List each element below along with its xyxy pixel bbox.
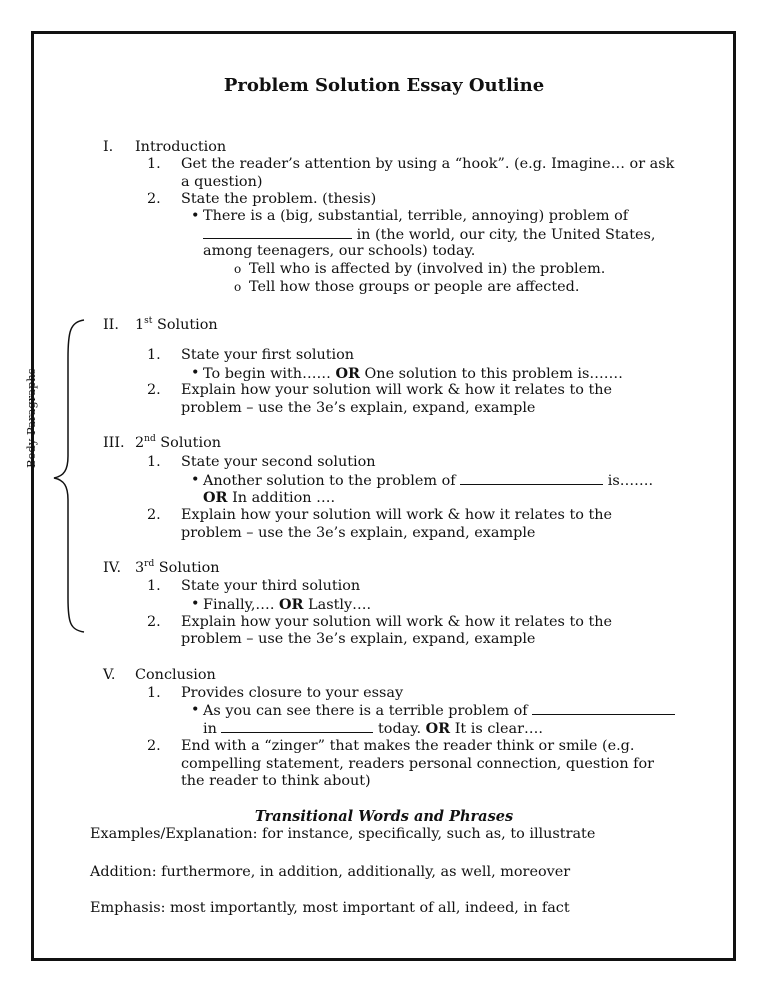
sol1-item-1: State your first solution bbox=[181, 347, 355, 363]
sol3-item-2-line-1: Explain how your solution will work & how it relates to the bbox=[181, 614, 613, 630]
item-number: 1. bbox=[147, 685, 161, 701]
intro-bullet-line-2: in (the world, our city, the United States, bbox=[203, 226, 656, 244]
intro-bullet-line-3: among teenagers, our schools) today. bbox=[203, 243, 476, 259]
sol1-item-2-line-1: Explain how your solution will work & how it relates to the bbox=[181, 382, 613, 398]
sol3-item-2-line-2: problem – use the 3e’s explain, expand, example bbox=[181, 631, 536, 647]
section-number: IV. bbox=[103, 560, 122, 576]
intro-item-1-line-2: a question) bbox=[181, 174, 263, 190]
section-heading-introduction: Introduction bbox=[135, 139, 227, 155]
section-heading-third-solution: 3rd Solution bbox=[135, 559, 220, 576]
transitions-heading: Transitional Words and Phrases bbox=[254, 808, 514, 825]
conclusion-item-1: Provides closure to your essay bbox=[181, 685, 404, 701]
sol1-item-2-line-2: problem – use the 3e’s explain, expand, example bbox=[181, 400, 536, 416]
conclusion-item-2-line-1: End with a “zinger” that makes the reader think or smile (e.g. bbox=[181, 738, 635, 754]
intro-item-2: State the problem. (thesis) bbox=[181, 191, 377, 207]
section-number: I. bbox=[103, 139, 114, 155]
sol2-bullet-line-1: • Another solution to the problem of is……. bbox=[203, 472, 653, 490]
sol3-item-1: State your third solution bbox=[181, 578, 361, 594]
section-heading-conclusion: Conclusion bbox=[135, 667, 216, 683]
curly-brace bbox=[50, 318, 90, 634]
item-number: 2. bbox=[147, 191, 161, 207]
intro-item-1-line-1: Get the reader’s attention by using a “hook”. (e.g. Imagine… or ask bbox=[181, 156, 675, 172]
item-number: 2. bbox=[147, 738, 161, 754]
conclusion-item-2-line-3: the reader to think about) bbox=[181, 773, 371, 789]
conclusion-bullet-line-1: • As you can see there is a terrible problem of bbox=[203, 702, 675, 720]
fill-in-blank bbox=[460, 472, 603, 485]
conclusion-item-2-line-2: compelling statement, readers personal connection, question for bbox=[181, 756, 655, 772]
conclusion-bullet-line-2: in today. OR It is clear…. bbox=[203, 720, 543, 737]
section-heading-second-solution: 2nd Solution bbox=[135, 434, 222, 451]
intro-subpoint-1: o Tell who is affected by (involved in) the problem. bbox=[249, 261, 605, 278]
transitions-addition: Addition: furthermore, in addition, additionally, as well, moreover bbox=[90, 864, 571, 880]
page-title: Problem Solution Essay Outline bbox=[223, 75, 545, 96]
fill-in-blank bbox=[221, 720, 373, 733]
fill-in-blank bbox=[203, 226, 352, 239]
sol2-bullet-line-2: OR In addition …. bbox=[203, 489, 336, 506]
transitions-emphasis: Emphasis: most importantly, most important of all, indeed, in fact bbox=[90, 900, 570, 916]
item-number: 2. bbox=[147, 614, 161, 630]
item-number: 1. bbox=[147, 347, 161, 363]
sol2-item-2-line-2: problem – use the 3e’s explain, expand, example bbox=[181, 525, 536, 541]
body-paragraphs-label: Body Paragraphs bbox=[24, 368, 38, 468]
intro-subpoint-2: o Tell how those groups or people are affected. bbox=[249, 279, 579, 296]
transitions-examples: Examples/Explanation: for instance, specifically, such as, to illustrate bbox=[90, 826, 596, 842]
section-number: V. bbox=[103, 667, 116, 683]
sol1-bullet: • To begin with…… OR One solution to this problem is……. bbox=[203, 365, 623, 383]
item-number: 2. bbox=[147, 382, 161, 398]
sol3-bullet: • Finally,…. OR Lastly…. bbox=[203, 596, 371, 614]
sol2-item-2-line-1: Explain how your solution will work & how it relates to the bbox=[181, 507, 613, 523]
section-number: II. bbox=[103, 317, 119, 333]
sol2-item-1: State your second solution bbox=[181, 454, 376, 470]
intro-bullet-line-1: • There is a (big, substantial, terrible, annoying) problem of bbox=[203, 208, 628, 225]
fill-in-blank bbox=[532, 702, 675, 715]
section-heading-first-solution: 1st Solution bbox=[135, 316, 218, 333]
item-number: 1. bbox=[147, 578, 161, 594]
item-number: 2. bbox=[147, 507, 161, 523]
item-number: 1. bbox=[147, 454, 161, 470]
section-number: III. bbox=[103, 435, 125, 451]
item-number: 1. bbox=[147, 156, 161, 172]
